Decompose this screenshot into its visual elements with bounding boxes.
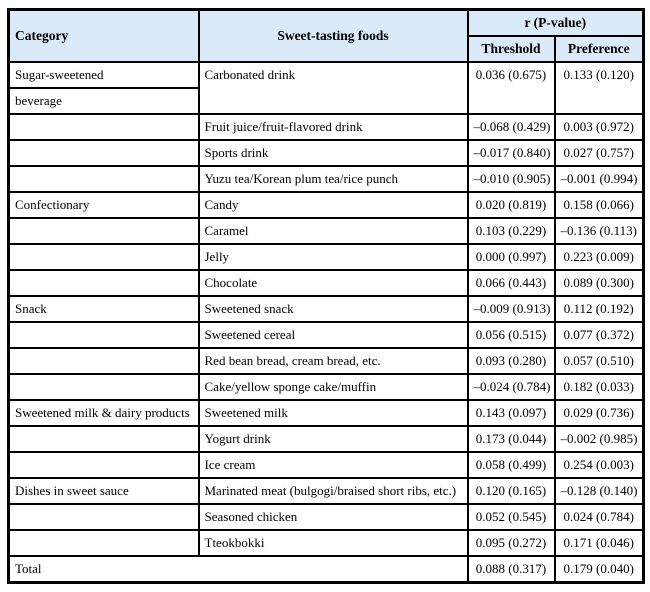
table-row (9, 192, 644, 218)
preference-cell: 0.077 (0.372) (555, 322, 644, 348)
header-foods: Sweet-tasting foods (199, 10, 468, 63)
threshold-cell: 0.103 (0.229) (468, 218, 555, 244)
food-cell: Caramel (199, 218, 468, 244)
threshold-cell: 0.066 (0.443) (468, 270, 555, 296)
threshold-cell: 0.143 (0.097) (468, 400, 555, 426)
category-cell (9, 166, 199, 192)
category-cell (9, 348, 199, 374)
table-row (9, 166, 644, 192)
table-row (9, 322, 644, 348)
preference-cell: 0.254 (0.003) (555, 452, 644, 478)
correlation-table (7, 8, 645, 584)
category-cell: Snack (9, 296, 199, 322)
threshold-cell: –0.068 (0.429) (468, 114, 555, 140)
table-row (9, 374, 644, 400)
total-label-cell: Total (9, 556, 468, 583)
table-header (9, 10, 644, 63)
category-cell (9, 140, 199, 166)
category-cell: beverage (9, 88, 199, 114)
food-cell: Red bean bread, cream bread, etc. (199, 348, 468, 374)
total-preference-cell: 0.179 (0.040) (555, 556, 644, 583)
category-cell (9, 244, 199, 270)
preference-cell: –0.001 (0.994) (555, 166, 644, 192)
table-row (9, 140, 644, 166)
preference-cell: 0.112 (0.192) (555, 296, 644, 322)
table-row (9, 244, 644, 270)
threshold-cell: 0.020 (0.819) (468, 192, 555, 218)
table-row (9, 400, 644, 426)
threshold-cell: –0.017 (0.840) (468, 140, 555, 166)
preference-cell: 0.029 (0.736) (555, 400, 644, 426)
food-cell: Sweetened milk (199, 400, 468, 426)
food-cell: Chocolate (199, 270, 468, 296)
total-row (9, 556, 644, 583)
food-cell: Candy (199, 192, 468, 218)
preference-cell: 0.003 (0.972) (555, 114, 644, 140)
category-cell (9, 374, 199, 400)
food-cell: Marinated meat (bulgogi/braised short ribs, etc.) (199, 478, 468, 504)
threshold-cell: 0.058 (0.499) (468, 452, 555, 478)
threshold-cell: –0.010 (0.905) (468, 166, 555, 192)
preference-cell: 0.223 (0.009) (555, 244, 644, 270)
threshold-cell: 0.056 (0.515) (468, 322, 555, 348)
food-cell: Yogurt drink (199, 426, 468, 452)
table-row (9, 348, 644, 374)
threshold-cell: 0.095 (0.272) (468, 530, 555, 556)
food-cell: Sweetened snack (199, 296, 468, 322)
threshold-cell: 0.173 (0.044) (468, 426, 555, 452)
table-row (9, 504, 644, 530)
category-cell (9, 426, 199, 452)
table-row (9, 530, 644, 556)
preference-cell: 0.057 (0.510) (555, 348, 644, 374)
table-row (9, 114, 644, 140)
table-row (9, 452, 644, 478)
header-preference: Preference (555, 36, 644, 62)
preference-cell: 0.158 (0.066) (555, 192, 644, 218)
table-row (9, 62, 644, 88)
category-cell (9, 530, 199, 556)
header-r-pvalue: r (P-value) (468, 10, 644, 37)
preference-cell: 0.133 (0.120) (555, 62, 644, 114)
food-cell: Sports drink (199, 140, 468, 166)
threshold-cell: 0.036 (0.675) (468, 62, 555, 114)
food-cell: Sweetened cereal (199, 322, 468, 348)
category-cell: Sweetened milk & dairy products (9, 400, 199, 426)
threshold-cell: 0.052 (0.545) (468, 504, 555, 530)
category-cell (9, 322, 199, 348)
preference-cell: 0.182 (0.033) (555, 374, 644, 400)
total-threshold-cell: 0.088 (0.317) (468, 556, 555, 583)
table-row (9, 478, 644, 504)
category-cell: Sugar-sweetened (9, 62, 199, 88)
threshold-cell: –0.024 (0.784) (468, 374, 555, 400)
header-threshold: Threshold (468, 36, 555, 62)
food-cell: Jelly (199, 244, 468, 270)
preference-cell: –0.128 (0.140) (555, 478, 644, 504)
header-category: Category (9, 10, 199, 63)
table-row (9, 218, 644, 244)
preference-cell: 0.024 (0.784) (555, 504, 644, 530)
threshold-cell: 0.000 (0.997) (468, 244, 555, 270)
threshold-cell: 0.120 (0.165) (468, 478, 555, 504)
table-row (9, 426, 644, 452)
table-row (9, 270, 644, 296)
food-cell: Ice cream (199, 452, 468, 478)
category-cell (9, 114, 199, 140)
preference-cell: –0.002 (0.985) (555, 426, 644, 452)
food-cell: Carbonated drink (199, 62, 468, 114)
category-cell: Confectionary (9, 192, 199, 218)
threshold-cell: 0.093 (0.280) (468, 348, 555, 374)
food-cell: Seasoned chicken (199, 504, 468, 530)
preference-cell: 0.171 (0.046) (555, 530, 644, 556)
preference-cell: –0.136 (0.113) (555, 218, 644, 244)
table-row (9, 296, 644, 322)
category-cell (9, 452, 199, 478)
food-cell: Tteokbokki (199, 530, 468, 556)
header-row-1 (9, 10, 644, 37)
category-cell (9, 504, 199, 530)
preference-cell: 0.089 (0.300) (555, 270, 644, 296)
preference-cell: 0.027 (0.757) (555, 140, 644, 166)
food-cell: Fruit juice/fruit-flavored drink (199, 114, 468, 140)
category-cell (9, 270, 199, 296)
threshold-cell: –0.009 (0.913) (468, 296, 555, 322)
food-cell: Cake/yellow sponge cake/muffin (199, 374, 468, 400)
table-body (9, 62, 644, 583)
category-cell (9, 218, 199, 244)
category-cell: Dishes in sweet sauce (9, 478, 199, 504)
food-cell: Yuzu tea/Korean plum tea/rice punch (199, 166, 468, 192)
